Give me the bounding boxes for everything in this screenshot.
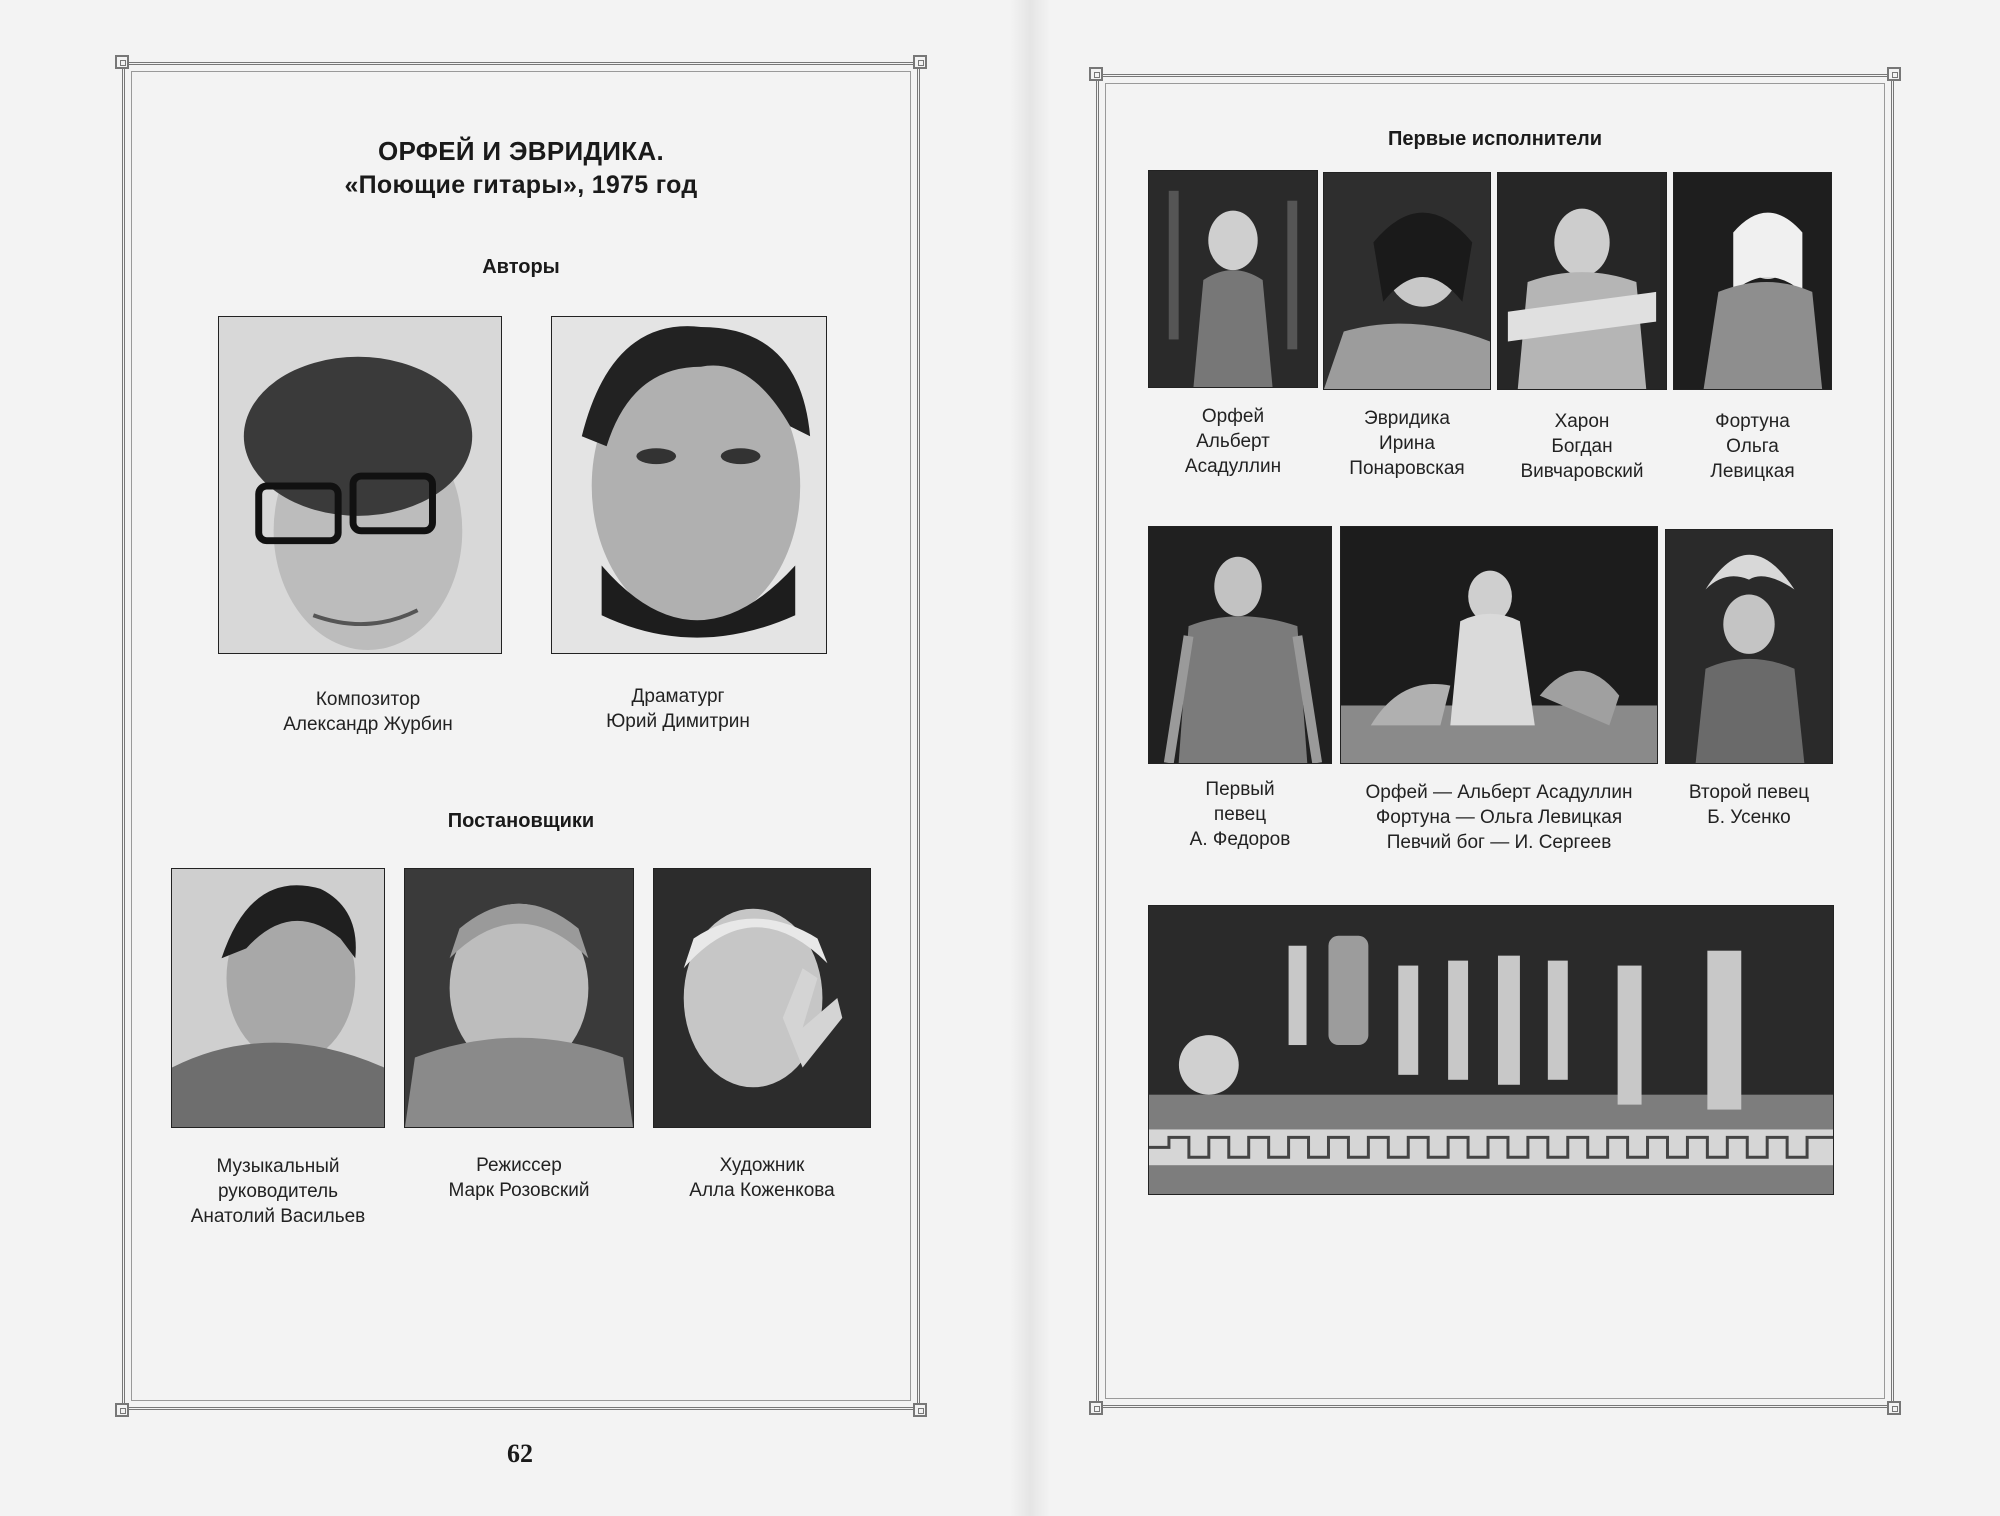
caption-name: Александр Журбин (283, 714, 453, 735)
photo-playwright (551, 316, 827, 654)
frame-corner-ornament (1887, 67, 1901, 81)
frame-corner-ornament (115, 1403, 129, 1417)
caption-role: Фортуна (1715, 411, 1790, 432)
photo-charon (1497, 172, 1667, 390)
caption-name: Б. Усенко (1707, 807, 1791, 828)
photo-orpheus (1148, 170, 1318, 388)
caption-line: Фортуна — Ольга Левицкая (1375, 807, 1623, 828)
caption-role: Эвридика (1364, 408, 1450, 429)
photo-music-director (171, 868, 385, 1128)
caption-first-singer (1148, 777, 1332, 852)
caption-artist (652, 1153, 872, 1203)
page-title: ОРФЕЙ И ЭВРИДИКА. (377, 136, 665, 166)
caption-name: А. Федоров (1189, 829, 1291, 850)
caption-director (404, 1153, 634, 1203)
caption-name: Вивчаровский (1520, 461, 1644, 482)
caption-role: Харон (1554, 411, 1610, 432)
section-heading-producers: Постановщики (447, 810, 595, 832)
caption-fortuna (1673, 409, 1832, 484)
caption-role: Композитор (315, 689, 421, 710)
caption-second-singer (1665, 780, 1833, 830)
photo-eurydice (1323, 172, 1491, 390)
caption-name: Понаровская (1349, 458, 1465, 479)
photo-stage-group (1340, 526, 1658, 764)
caption-composer (240, 687, 496, 737)
section-heading-cast: Первые исполнители (1388, 128, 1602, 150)
caption-role: руководитель (217, 1181, 339, 1202)
photo-second-singer (1665, 529, 1833, 764)
caption-name: Юрий Димитрин (606, 711, 750, 732)
caption-role: Музыкальный (216, 1156, 340, 1177)
frame-corner-ornament (913, 55, 927, 69)
caption-line: Певчий бог — И. Сергеев (1386, 832, 1612, 853)
photo-artist (653, 868, 871, 1128)
section-heading-authors: Авторы (482, 256, 560, 278)
caption-name: Анатолий Васильев (190, 1206, 366, 1227)
caption-name: Ольга (1726, 436, 1779, 457)
caption-line: Орфей — Альберт Асадуллин (1365, 782, 1633, 803)
photo-stage-ensemble (1148, 905, 1834, 1195)
caption-role: Драматург (631, 686, 725, 707)
caption-playwright (548, 684, 808, 734)
frame-corner-ornament (115, 55, 129, 69)
caption-eurydice (1323, 406, 1491, 481)
caption-name: Богдан (1551, 436, 1613, 457)
caption-name: Ирина (1379, 433, 1435, 454)
frame-corner-ornament (1887, 1401, 1901, 1415)
caption-name: Марк Розовский (448, 1180, 590, 1201)
frame-corner-ornament (1089, 67, 1103, 81)
caption-role: Орфей (1201, 406, 1265, 427)
caption-role: Художник (719, 1155, 805, 1176)
caption-role: Второй певец (1688, 782, 1810, 803)
caption-charon (1497, 409, 1667, 484)
page-number: 62 (507, 1439, 533, 1468)
caption-name: Асадуллин (1184, 456, 1282, 477)
caption-role: певец (1213, 804, 1267, 825)
caption-role: Режиссер (476, 1155, 562, 1176)
caption-stage-group (1340, 780, 1658, 855)
caption-music-director (160, 1154, 396, 1229)
caption-orpheus (1148, 404, 1318, 479)
photo-director (404, 868, 634, 1128)
photo-first-singer (1148, 526, 1332, 764)
photo-fortuna (1673, 172, 1832, 390)
frame-corner-ornament (1089, 1401, 1103, 1415)
caption-role: Первый (1205, 779, 1275, 800)
caption-name: Алла Коженкова (689, 1180, 835, 1201)
photo-composer (218, 316, 502, 654)
caption-name: Альберт (1196, 431, 1270, 452)
page-subtitle: «Поющие гитары», 1975 год (344, 171, 698, 199)
frame-corner-ornament (913, 1403, 927, 1417)
book-spine-shadow (1010, 0, 1050, 1516)
caption-name: Левицкая (1710, 461, 1795, 482)
